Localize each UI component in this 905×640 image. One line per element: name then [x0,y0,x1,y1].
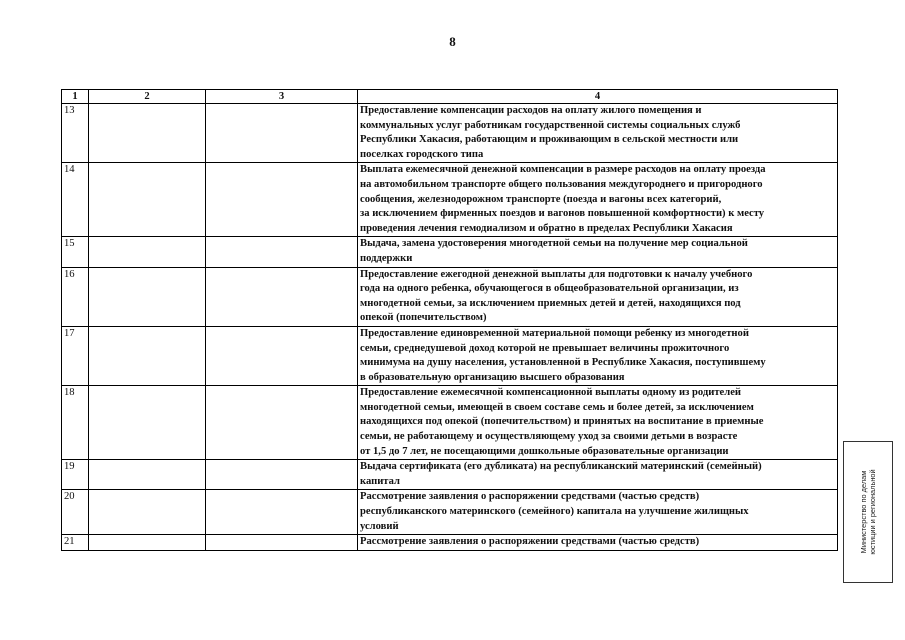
description-line: Предоставление единовременной материальной помощи ребенку из многодетной [360,327,749,339]
table-row [62,237,838,267]
table-row [62,163,838,237]
row-col-2-empty [89,237,206,267]
table-row [62,267,838,326]
header-col-1: 1 [62,90,89,104]
row-col-3-empty [206,267,358,326]
table-row [62,535,838,551]
description-line: республиканского материнского (семейного) капитала на улучшение жилищных [360,506,749,518]
service-description [358,237,838,267]
description-line: коммунальных услуг работникам государственной системы социальных служб [360,119,741,131]
table-row [62,104,838,163]
description-line: Выплата ежемесячной денежной компенсации в размере расходов на оплату проезда [360,164,766,176]
description-line: Рассмотрение заявления о распоряжении средствами (частью средств) [360,491,700,503]
row-number: 14 [62,163,89,237]
description-line: условий [360,520,399,532]
description-line: семьи, среднедушевой доход которой не превышает величины прожиточного [360,342,730,354]
page-number: 8 [449,34,456,49]
row-col-3-empty [206,163,358,237]
description-line: Предоставление ежегодной денежной выплаты для подготовки к началу учебного [360,268,753,280]
description-line: многодетной семьи, имеющей в своем составе семь и более детей, за исключением [360,401,754,413]
row-col-3-empty [206,460,358,490]
description-line: Рассмотрение заявления о распоряжении средствами (частью средств) [360,536,700,548]
row-col-2-empty [89,104,206,163]
service-description [358,535,838,551]
row-col-3-empty [206,535,358,551]
service-description [358,267,838,326]
header-col-2: 2 [89,90,206,104]
service-description [358,460,838,490]
description-line: года на одного ребенка, обучающегося в общеобразовательной организации, из [360,283,739,295]
description-line: за исключением фирменных поездов и вагонов повышенной комфортности) к месту [360,208,765,220]
description-line: находящихся под опекой (попечительством) и принятых на воспитание в приемные [360,416,764,428]
row-col-2-empty [89,267,206,326]
row-col-2-empty [89,386,206,460]
description-line: от 1,5 до 7 лет, не посещающими дошкольные образовательные организации [360,445,729,457]
table-header-row [62,90,838,104]
header-col-4: 4 [358,90,838,104]
row-col-3-empty [206,490,358,535]
header-col-3: 3 [206,90,358,104]
description-line: опекой (попечительством) [360,312,487,324]
description-line: проведения лечения гемодиализом и обратно в пределах Республики Хакасия [360,222,733,234]
row-number: 21 [62,535,89,551]
description-line: поселках городского типа [360,148,484,160]
description-line: минимума на душу населения, установленной в Республике Хакасия, поступившему [360,357,766,369]
description-line: сообщения, железнодорожном транспорте (поезда и вагоны всех категорий, [360,193,722,205]
row-number: 15 [62,237,89,267]
table-row [62,326,838,385]
stamp-line-1: Министерство по делам [859,470,868,554]
description-line: на автомобильном транспорте общего пользования междугороднего и пригородного [360,178,763,190]
service-description [358,104,838,163]
row-col-3-empty [206,104,358,163]
stamp-line-2: юстиции и региональной [868,469,877,555]
row-number: 16 [62,267,89,326]
description-line: в образовательную организацию высшего образования [360,371,625,383]
table-row [62,386,838,460]
registration-stamp [843,441,893,583]
row-col-2-empty [89,326,206,385]
row-number: 17 [62,326,89,385]
row-col-2-empty [89,460,206,490]
row-number: 20 [62,490,89,535]
row-number: 19 [62,460,89,490]
service-description [358,490,838,535]
row-col-3-empty [206,386,358,460]
description-line: поддержки [360,252,413,264]
row-col-2-empty [89,163,206,237]
row-col-2-empty [89,535,206,551]
row-col-2-empty [89,490,206,535]
row-col-3-empty [206,237,358,267]
row-col-3-empty [206,326,358,385]
service-description [358,163,838,237]
description-line: капитал [360,475,400,487]
table-row [62,490,838,535]
services-table [61,89,838,551]
description-line: многодетной семьи, за исключением приемных детей и детей, находящихся под [360,297,741,309]
description-line: семьи, не работающему и осуществляющему уход за своими детьми в возрасте [360,431,738,443]
row-number: 18 [62,386,89,460]
service-description [358,386,838,460]
row-number: 13 [62,104,89,163]
table-row [62,460,838,490]
description-line: Предоставление компенсации расходов на оплату жилого помещения и [360,105,702,116]
service-description [358,326,838,385]
description-line: Выдача сертификата (его дубликата) на республиканский материнский (семейный) [360,461,762,473]
description-line: Выдача, замена удостоверения многодетной семьи на получение мер социальной [360,238,748,250]
description-line: Республики Хакасия, работающим и проживающим в сельской местности или [360,134,739,146]
description-line: Предоставление ежемесячной компенсационной выплаты одному из родителей [360,387,742,399]
